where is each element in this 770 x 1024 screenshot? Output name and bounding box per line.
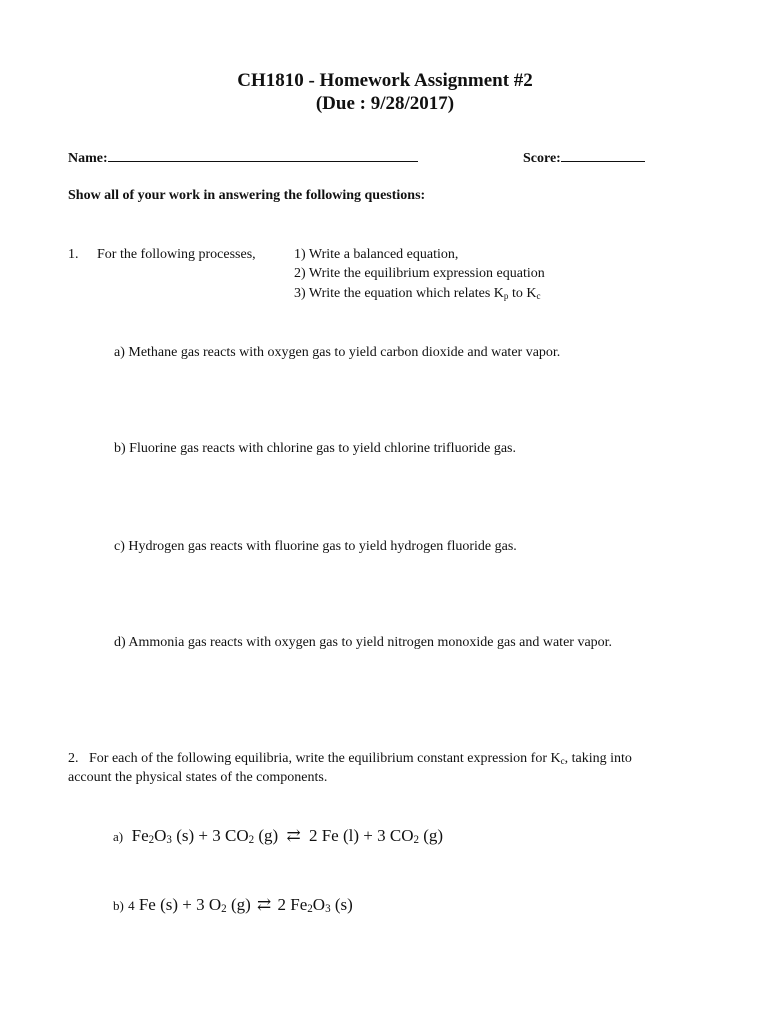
eq-a-lhs1-state: (s) + 3 CO — [171, 826, 249, 845]
score-label: Score: — [523, 151, 561, 166]
eq-a-lhs1-mid: O — [154, 826, 167, 845]
eq-b-rhs-state: (s) — [330, 895, 353, 914]
q1-step-3-to: to K — [508, 286, 537, 301]
name-field — [68, 148, 418, 167]
name-blank-line[interactable] — [108, 148, 418, 162]
eq-b-rhs1: 2 Fe — [277, 895, 308, 914]
eq-a-label: a) — [113, 829, 124, 844]
q1-part-a: a) Methane gas reacts with oxygen gas to yield carbon dioxide and water vapor. — [114, 345, 561, 360]
q1-step-3-sub-p: p — [503, 291, 509, 301]
eq-a-rhs2-sub: 2 — [413, 834, 419, 846]
eq-a-lhs1-sub1: 2 — [148, 834, 155, 846]
q1-step-3 — [294, 286, 540, 302]
q1-step-2: 2) Write the equilibrium expression equation — [294, 266, 545, 281]
eq-b-label: b) — [113, 898, 124, 913]
q1-intro: For the following processes, — [97, 247, 256, 262]
eq-b-lhs2-sub: 2 — [221, 903, 227, 915]
eq-a-lhs1: Fe — [131, 826, 149, 845]
q1-number: 1. — [68, 247, 79, 262]
equilibrium-arrow-icon: ⇄ — [257, 895, 272, 914]
eq-b-rhs-mid: O — [312, 895, 326, 914]
instructions: Show all of your work in answering the following questions: — [68, 188, 426, 203]
assignment-title: CH1810 - Homework Assignment #2 — [237, 70, 533, 91]
q2-text-sub-c: c — [560, 756, 565, 766]
q1-part-d: d) Ammonia gas reacts with oxygen gas to yield nitrogen monoxide gas and water vapor. — [114, 635, 613, 650]
eq-a-lhs2-state: (g) — [254, 826, 279, 845]
q2-text-after: , taking into — [564, 751, 632, 766]
eq-a-rhs1: 2 Fe (l) + 3 CO — [308, 826, 414, 845]
eq-b-rhs-sub1: 2 — [307, 903, 313, 915]
q1-part-b: b) Fluorine gas reacts with chlorine gas to yield chlorine trifluoride gas. — [114, 441, 517, 456]
q1-step-3-text: 3) Write the equation which relates K — [294, 286, 504, 301]
eq-b-lhs1: Fe (s) + 3 O — [134, 895, 222, 914]
q2-equation-b — [113, 895, 353, 915]
eq-b-rhs-sub2: 3 — [325, 903, 331, 915]
eq-a-lhs1-sub2: 3 — [166, 834, 172, 846]
q2-text-line-2: account the physical states of the components. — [68, 770, 328, 785]
q2-number: 2. — [68, 751, 79, 766]
eq-b-lhs2-state: (g) — [226, 895, 251, 914]
q1-part-c: c) Hydrogen gas reacts with fluorine gas to yield hydrogen fluoride gas. — [114, 539, 517, 554]
q2-equation-a — [113, 826, 443, 846]
equilibrium-arrow-icon: ⇄ — [286, 826, 301, 845]
score-blank-line[interactable] — [561, 148, 645, 162]
eq-a-lhs2-sub: 2 — [248, 834, 255, 846]
score-field — [523, 148, 645, 167]
q2-text-before: For each of the following equilibria, write the equilibrium constant expression for K — [89, 751, 561, 766]
name-label: Name: — [68, 151, 108, 166]
due-date: (Due : 9/28/2017) — [315, 93, 455, 114]
eq-b-coef: 4 — [128, 898, 135, 913]
q1-step-1: 1) Write a balanced equation, — [294, 247, 459, 262]
eq-a-rhs2-state: (g) — [419, 826, 444, 845]
q2-text-line-1 — [68, 751, 632, 767]
q1-step-3-sub-c: c — [536, 291, 541, 301]
